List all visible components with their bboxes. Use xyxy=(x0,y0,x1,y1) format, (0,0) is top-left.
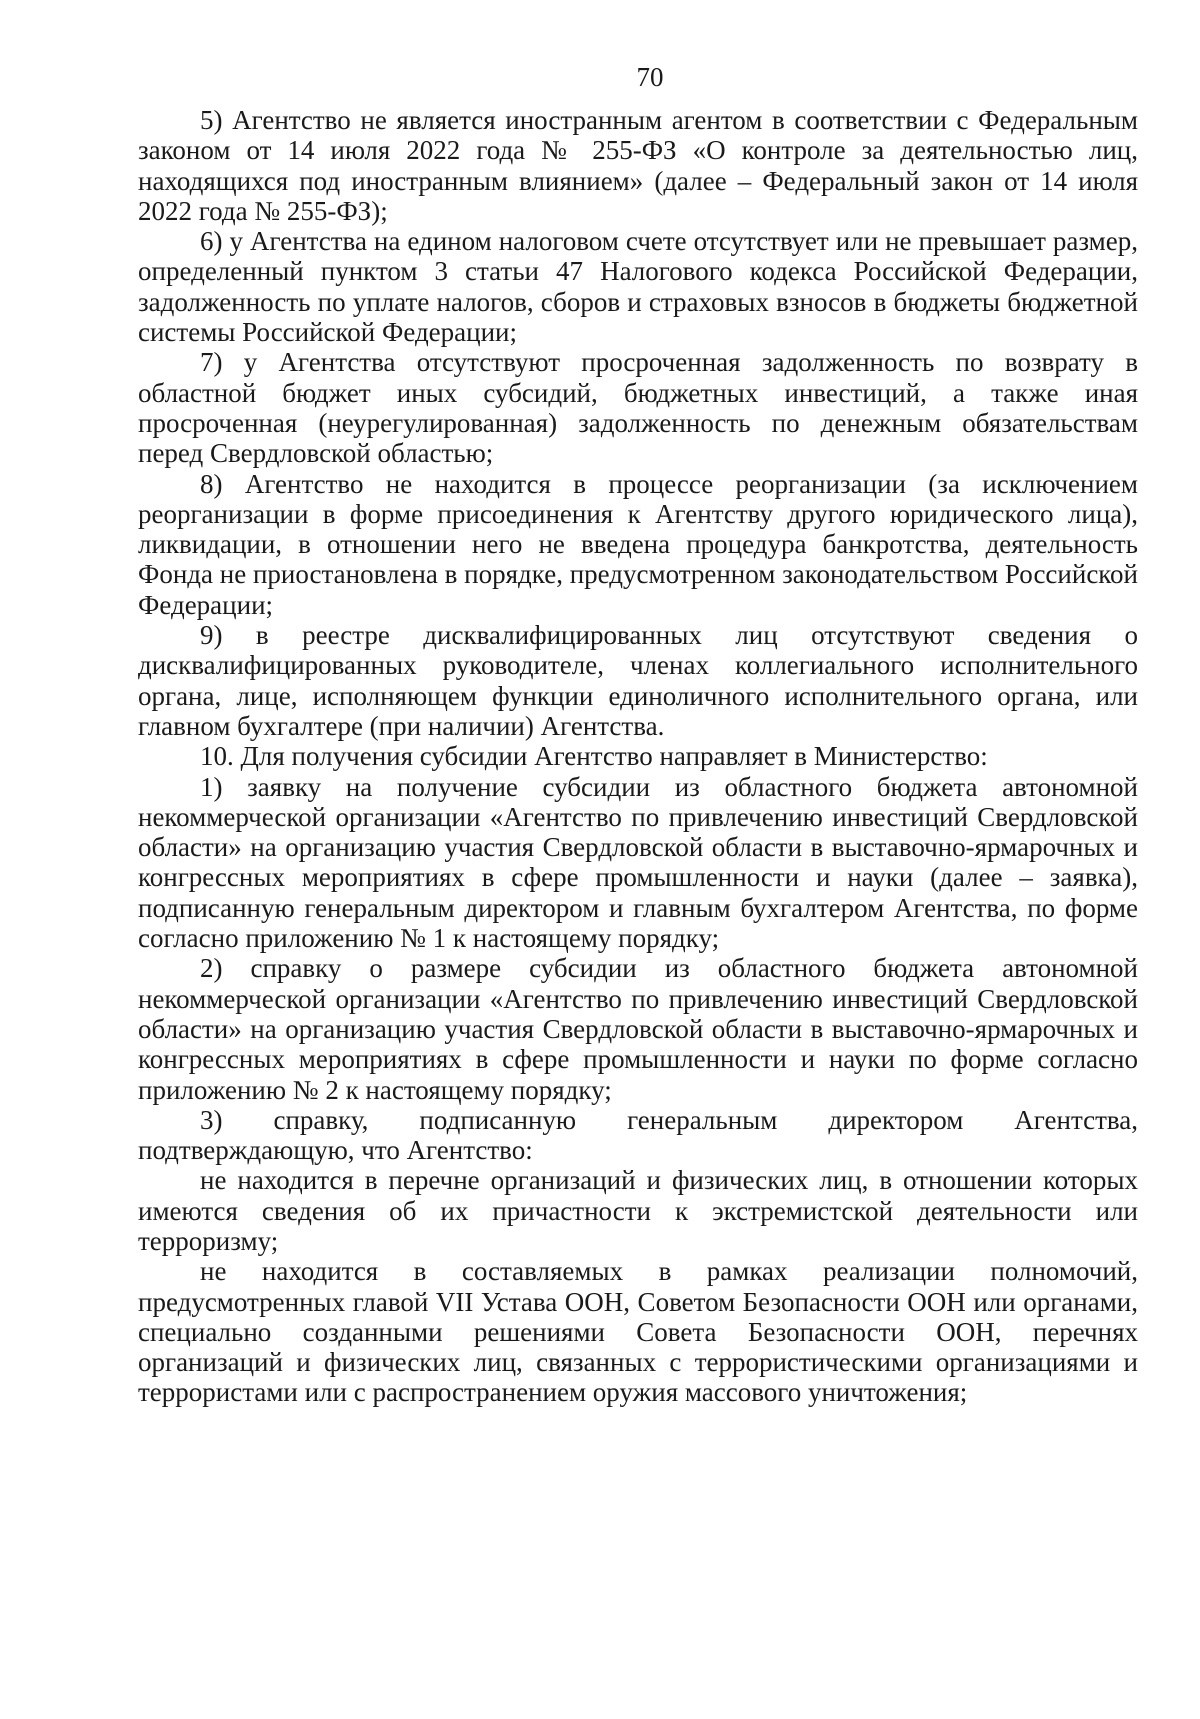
paragraph-un-sanctions-list: не находится в составляемых в рамках реализации полномочий, предусмотренных главой VII Устава ООН, Советом Безопасности ООН или органами, специально созданными решениями Совета Безопасности ООН, перечнях организаций и физических лиц, связанных с террористическими организациями и террористами или с распространением оружия массового уничтожения; xyxy=(138,1256,1138,1408)
paragraph-item-7-overdue-debt: 7) у Агентства отсутствуют просроченная задолженность по возврату в областной бюджет иных субсидий, бюджетных инвестиций, а также иная просроченная (неурегулированная) задолженность по денежным обязательствам перед Свердловской областью; xyxy=(138,347,1138,469)
paragraph-item-8-reorganization: 8) Агентство не находится в процессе реорганизации (за исключением реорганизации в форме присоединения к Агентству другого юридического лица), ликвидации, в отношении него не введена процедура банкротства, деятельность Фонда не приостановлена в порядке, предусмотренном законодательством Российской Федерации; xyxy=(138,468,1138,620)
paragraph-subitem-3-director-certificate: 3) справку, подписанную генеральным директором Агентства, подтверждающую, что Агентство: xyxy=(138,1104,1138,1166)
page-number: 70 xyxy=(636,62,664,92)
paragraph-subitem-2-subsidy-certificate: 2) справку о размере субсидии из областного бюджета автономной некоммерческой организации «Агентство по привлечению инвестиций Свердловской области» на организацию участия Свердловской области в выставочно-ярмарочных и конгрессных мероприятиях в сфере промышленности и науки по форме согласно приложению № 2 к настоящему порядку; xyxy=(138,953,1138,1105)
paragraph-item-6-tax-debt: 6) у Агентства на едином налоговом счете отсутствует или не превышает размер, определенный пунктом 3 статьи 47 Налогового кодекса Российской Федерации, задолженность по уплате налогов, сборов и страховых взносов в бюджеты бюджетной системы Российской Федерации; xyxy=(138,226,1138,348)
paragraph-extremism-list: не находится в перечне организаций и физических лиц, в отношении которых имеются сведения об их причастности к экстремистской деятельности или терроризму; xyxy=(138,1165,1138,1256)
document-body xyxy=(138,105,1138,1408)
paragraph-item-5-foreign-agent: 5) Агентство не является иностранным агентом в соответствии с Федеральным законом от 14 июля 2022 года № 255-ФЗ «О контроле за деятельностью лиц, находящихся под иностранным влиянием» (далее – Федеральный закон от 14 июля 2022 года № 255-ФЗ); xyxy=(138,105,1138,226)
paragraph-item-9-disqualified-persons: 9) в реестре дисквалифицированных лиц отсутствуют сведения о дисквалифицированных руководителе, членах коллегиального исполнительного органа, лице, исполняющем функции единоличного исполнительного органа, или главном бухгалтере (при наличии) Агентства. xyxy=(138,620,1138,741)
paragraph-section-10: 10. Для получения субсидии Агентство направляет в Министерство: xyxy=(200,741,988,772)
paragraph-subitem-1-application: 1) заявку на получение субсидии из областного бюджета автономной некоммерческой организации «Агентство по привлечению инвестиций Свердловской области» на организацию участия Свердловской области в выставочно-ярмарочных и конгрессных мероприятиях в сфере промышленности и науки (далее – заявка), подписанную генеральным директором и главным бухгалтером Агентства, по форме согласно приложению № 1 к настоящему порядку; xyxy=(138,771,1138,954)
